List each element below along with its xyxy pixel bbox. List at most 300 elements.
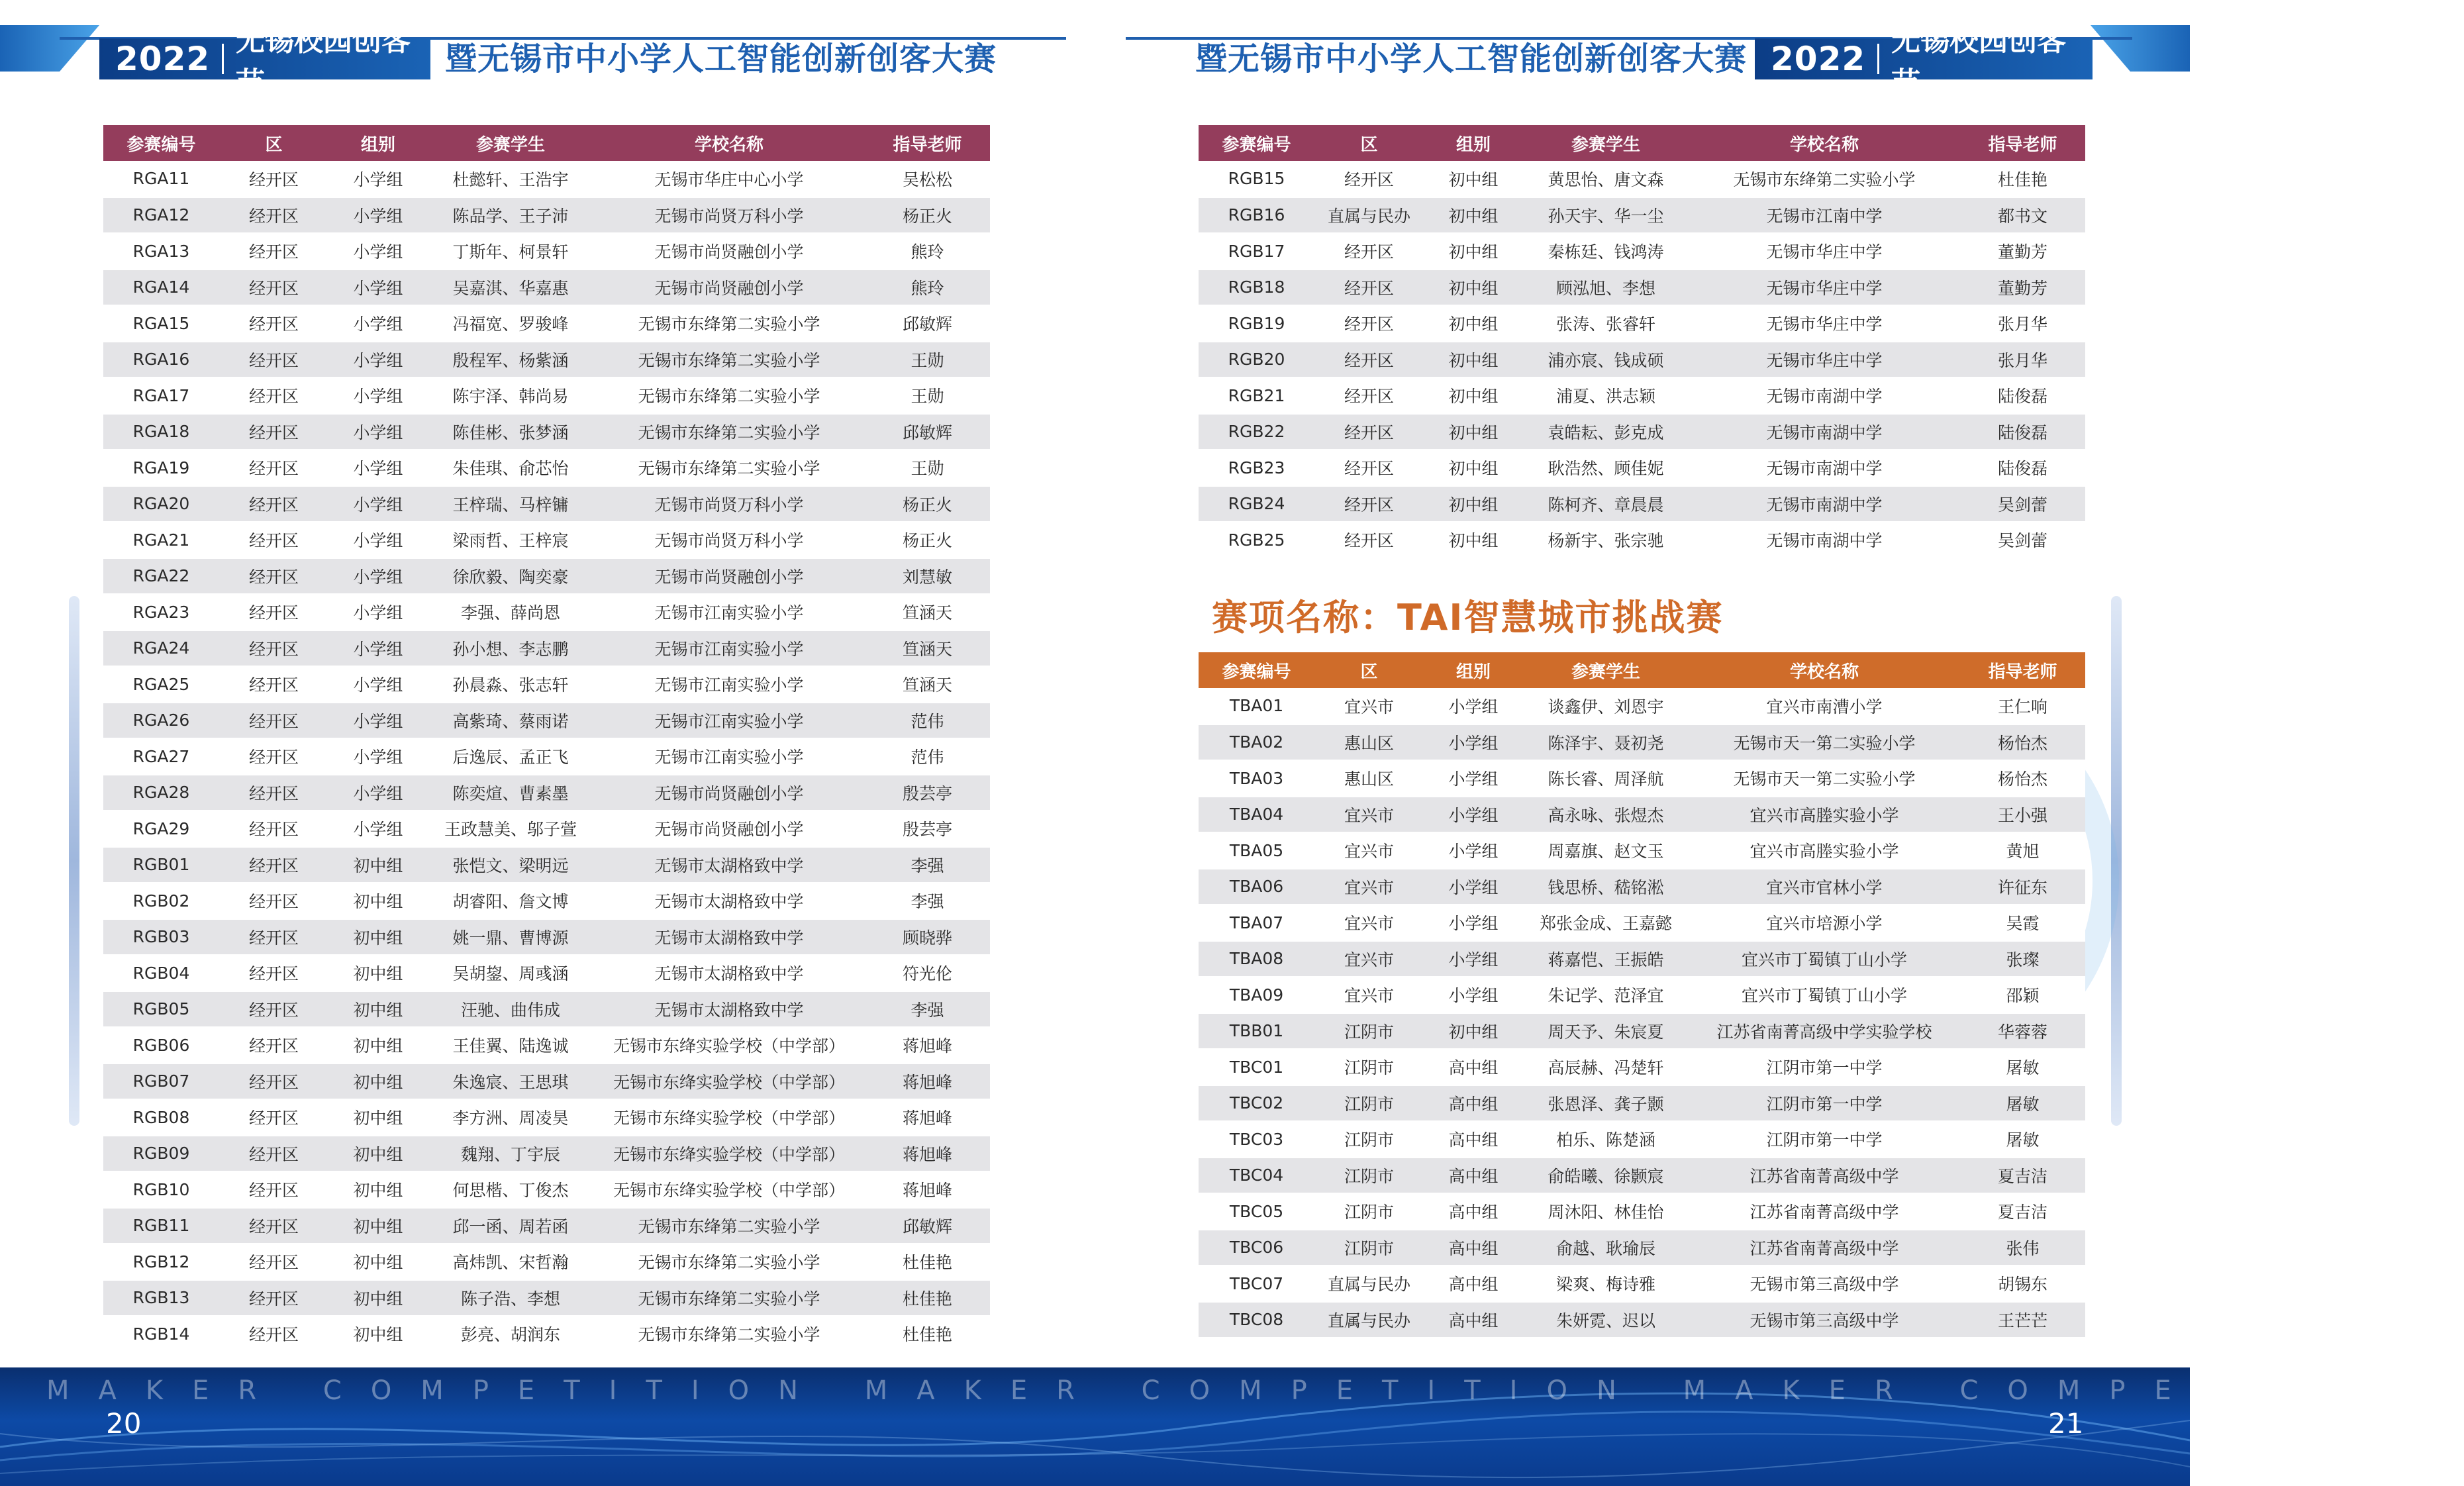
cell-id: RGA27 <box>103 738 219 775</box>
cell-id: RGB10 <box>103 1171 219 1208</box>
table-row <box>1199 161 2085 197</box>
cell-school: 无锡市尚贤融创小学 <box>593 558 865 595</box>
cell-group: 初中组 <box>328 1171 428 1208</box>
cell-id: TBA08 <box>1199 941 1314 977</box>
col-school: 学校名称 <box>1689 125 1960 161</box>
cell-district: 经开区 <box>219 342 328 378</box>
cell-district: 经开区 <box>219 1136 328 1172</box>
table-row <box>1199 1013 2085 1050</box>
cell-district: 经开区 <box>219 811 328 847</box>
cell-school: 无锡市东绛第二实验小学 <box>1689 161 1960 197</box>
cell-id: RGB07 <box>103 1064 219 1100</box>
table-header-row <box>1199 652 2085 688</box>
table-row <box>1199 1158 2085 1194</box>
cell-teacher: 吴霞 <box>1960 905 2085 941</box>
table-row <box>1199 1265 2085 1302</box>
cell-district: 经开区 <box>1314 486 1424 522</box>
cell-teacher: 屠敏 <box>1960 1049 2085 1085</box>
cell-school: 无锡市尚贤万科小学 <box>593 486 865 522</box>
cell-group: 小学组 <box>1424 832 1523 869</box>
cell-group: 初中组 <box>1424 270 1523 306</box>
cell-students: 张恺文、梁明远 <box>428 847 593 883</box>
cell-district: 惠山区 <box>1314 760 1424 797</box>
cell-students: 张恩泽、龚子颢 <box>1523 1085 1689 1122</box>
cell-students: 王政慧美、邬子萱 <box>428 811 593 847</box>
cell-group: 初中组 <box>328 1316 428 1352</box>
cell-group: 初中组 <box>1424 450 1523 486</box>
cell-teacher: 董勤芳 <box>1960 233 2085 270</box>
cell-school: 江阴市第一中学 <box>1689 1085 1960 1122</box>
cell-teacher: 李强 <box>865 883 990 919</box>
cell-students: 陈佳彬、张梦涵 <box>428 414 593 450</box>
cell-group: 小学组 <box>328 414 428 450</box>
cell-group: 高中组 <box>1424 1085 1523 1122</box>
cell-group: 小学组 <box>1424 688 1523 724</box>
cell-group: 小学组 <box>328 161 428 197</box>
festival-year: 2022 <box>1771 40 1866 78</box>
cell-teacher: 董勤芳 <box>1960 270 2085 306</box>
cell-school: 无锡市尚贤融创小学 <box>593 233 865 270</box>
cell-students: 邱一函、周若函 <box>428 1208 593 1244</box>
cell-district: 江阴市 <box>1314 1158 1424 1194</box>
cell-district: 直属与民办 <box>1314 1265 1424 1302</box>
cell-district: 经开区 <box>219 558 328 595</box>
cell-school: 无锡市南湖中学 <box>1689 486 1960 522</box>
cell-id: RGA22 <box>103 558 219 595</box>
cell-district: 经开区 <box>1314 342 1424 378</box>
cell-school: 无锡市华庄中心小学 <box>593 161 865 197</box>
cell-teacher: 胡锡东 <box>1960 1265 2085 1302</box>
cell-group: 小学组 <box>328 233 428 270</box>
cell-teacher: 蒋旭峰 <box>865 1099 990 1136</box>
cell-district: 江阴市 <box>1314 1013 1424 1050</box>
cell-group: 初中组 <box>1424 197 1523 234</box>
cell-students: 汪驰、曲伟成 <box>428 991 593 1028</box>
cell-group: 小学组 <box>1424 977 1523 1013</box>
cell-id: TBA02 <box>1199 724 1314 761</box>
table-row <box>103 775 990 811</box>
cell-school: 无锡市江南实验小学 <box>593 594 865 630</box>
table-row <box>1199 869 2085 905</box>
table-row <box>103 991 990 1028</box>
cell-teacher: 陆俊磊 <box>1960 377 2085 414</box>
participants-table-left <box>103 125 990 1353</box>
cell-district: 经开区 <box>219 450 328 486</box>
table-row <box>1199 414 2085 450</box>
festival-banner-right <box>1755 24 2093 100</box>
cell-students: 朱妍霓、迟以 <box>1523 1302 1689 1338</box>
cell-teacher: 王小强 <box>1960 797 2085 833</box>
cell-school: 无锡市南湖中学 <box>1689 450 1960 486</box>
cell-teacher: 蒋旭峰 <box>865 1064 990 1100</box>
table-row <box>103 197 990 234</box>
cell-teacher: 王芒芒 <box>1960 1302 2085 1338</box>
cell-district: 经开区 <box>219 414 328 450</box>
cell-teacher: 范伟 <box>865 703 990 739</box>
cell-group: 初中组 <box>328 1027 428 1064</box>
cell-school: 无锡市东绛第二实验小学 <box>593 1280 865 1316</box>
cell-group: 小学组 <box>328 775 428 811</box>
cell-group: 初中组 <box>1424 161 1523 197</box>
cell-teacher: 顾晓骅 <box>865 919 990 956</box>
cell-id: RGA26 <box>103 703 219 739</box>
cell-teacher: 笪涵天 <box>865 630 990 667</box>
cell-students: 杨新宇、张宗驰 <box>1523 522 1689 558</box>
table-row <box>1199 977 2085 1013</box>
cell-group: 初中组 <box>328 1136 428 1172</box>
table-row <box>1199 1049 2085 1085</box>
col-id: 参赛编号 <box>1199 125 1314 161</box>
cell-school: 江苏省南菁高级中学 <box>1689 1230 1960 1266</box>
table-row <box>103 558 990 595</box>
cell-district: 经开区 <box>219 1280 328 1316</box>
cell-group: 小学组 <box>328 703 428 739</box>
table-row <box>103 738 990 775</box>
cell-students: 朱逸宸、王思琪 <box>428 1064 593 1100</box>
cell-teacher: 邵颖 <box>1960 977 2085 1013</box>
table-row <box>1199 305 2085 342</box>
cell-students: 何思楷、丁俊杰 <box>428 1171 593 1208</box>
cell-teacher: 张璨 <box>1960 941 2085 977</box>
cell-id: TBB01 <box>1199 1013 1314 1050</box>
cell-school: 无锡市华庄中学 <box>1689 270 1960 306</box>
cell-group: 小学组 <box>328 630 428 667</box>
cell-school: 无锡市太湖格致中学 <box>593 991 865 1028</box>
table-row <box>1199 760 2085 797</box>
cell-school: 无锡市尚贤万科小学 <box>593 197 865 234</box>
page-number-right: 21 <box>2048 1407 2084 1440</box>
cell-students: 周沐阳、林佳怡 <box>1523 1193 1689 1230</box>
table-row <box>1199 832 2085 869</box>
cell-district: 宜兴市 <box>1314 797 1424 833</box>
cell-group: 初中组 <box>328 1208 428 1244</box>
cell-school: 无锡市华庄中学 <box>1689 233 1960 270</box>
cell-id: TBC02 <box>1199 1085 1314 1122</box>
cell-students: 杜懿轩、王浩宇 <box>428 161 593 197</box>
cell-id: RGA18 <box>103 414 219 450</box>
table-header-row <box>103 125 990 161</box>
cell-district: 经开区 <box>219 270 328 306</box>
cell-teacher: 屠敏 <box>1960 1085 2085 1122</box>
cell-teacher: 杨正火 <box>865 197 990 234</box>
cell-id: RGB16 <box>1199 197 1314 234</box>
table-row <box>103 342 990 378</box>
cell-school: 无锡市东绛第二实验小学 <box>593 377 865 414</box>
cell-id: RGB06 <box>103 1027 219 1064</box>
cell-district: 经开区 <box>219 847 328 883</box>
cell-students: 顾泓旭、李想 <box>1523 270 1689 306</box>
cell-students: 彭亮、胡润东 <box>428 1316 593 1352</box>
cell-district: 经开区 <box>219 522 328 558</box>
cell-district: 经开区 <box>219 775 328 811</box>
cell-group: 小学组 <box>328 666 428 703</box>
cell-group: 初中组 <box>1424 377 1523 414</box>
cell-school: 无锡市华庄中学 <box>1689 305 1960 342</box>
cell-id: TBA03 <box>1199 760 1314 797</box>
cell-students: 谈鑫伊、刘恩宇 <box>1523 688 1689 724</box>
cell-teacher: 杜佳艳 <box>865 1244 990 1280</box>
col-students: 参赛学生 <box>1523 125 1689 161</box>
cell-group: 初中组 <box>328 955 428 991</box>
table-row <box>1199 1121 2085 1158</box>
cell-students: 高永咏、张煜杰 <box>1523 797 1689 833</box>
cell-teacher: 王勋 <box>865 342 990 378</box>
cell-group: 初中组 <box>1424 522 1523 558</box>
participants-table-right-bottom <box>1199 652 2085 1338</box>
cell-school: 无锡市太湖格致中学 <box>593 883 865 919</box>
cell-students: 冯福宽、罗骏峰 <box>428 305 593 342</box>
table-row <box>103 919 990 956</box>
cell-district: 宜兴市 <box>1314 688 1424 724</box>
table-row <box>103 1208 990 1244</box>
cell-teacher: 都书文 <box>1960 197 2085 234</box>
table-row <box>103 1027 990 1064</box>
cell-school: 宜兴市丁蜀镇丁山小学 <box>1689 977 1960 1013</box>
cell-teacher: 邱敏辉 <box>865 414 990 450</box>
cell-teacher: 蒋旭峰 <box>865 1171 990 1208</box>
cell-teacher: 陆俊磊 <box>1960 450 2085 486</box>
table-row <box>1199 1302 2085 1338</box>
cell-school: 无锡市太湖格致中学 <box>593 919 865 956</box>
cell-students: 陈子浩、李想 <box>428 1280 593 1316</box>
col-district: 区 <box>219 125 328 161</box>
cell-students: 钱思桥、嵇铭淞 <box>1523 869 1689 905</box>
cell-teacher: 黄旭 <box>1960 832 2085 869</box>
cell-id: RGA12 <box>103 197 219 234</box>
cell-district: 经开区 <box>219 1244 328 1280</box>
cell-district: 经开区 <box>219 738 328 775</box>
cell-id: TBC06 <box>1199 1230 1314 1266</box>
cell-school: 无锡市第三高级中学 <box>1689 1302 1960 1338</box>
cell-group: 小学组 <box>328 522 428 558</box>
col-id: 参赛编号 <box>1199 652 1314 688</box>
cell-id: RGB03 <box>103 919 219 956</box>
cell-district: 经开区 <box>219 703 328 739</box>
cell-district: 经开区 <box>219 919 328 956</box>
cell-teacher: 李强 <box>865 991 990 1028</box>
cell-school: 无锡市江南实验小学 <box>593 630 865 667</box>
cell-district: 直属与民办 <box>1314 197 1424 234</box>
table-row <box>103 630 990 667</box>
cell-group: 初中组 <box>1424 233 1523 270</box>
cell-group: 高中组 <box>1424 1049 1523 1085</box>
cell-teacher: 邱敏辉 <box>865 305 990 342</box>
cell-group: 小学组 <box>1424 760 1523 797</box>
cell-district: 江阴市 <box>1314 1049 1424 1085</box>
cell-id: RGB13 <box>103 1280 219 1316</box>
cell-district: 经开区 <box>1314 377 1424 414</box>
cell-school: 宜兴市南漕小学 <box>1689 688 1960 724</box>
cell-teacher: 吴剑蕾 <box>1960 486 2085 522</box>
cell-group: 初中组 <box>328 919 428 956</box>
cell-students: 姚一鼎、曹博源 <box>428 919 593 956</box>
cell-school: 无锡市江南实验小学 <box>593 738 865 775</box>
contest-subtitle-right: 暨无锡市中小学人工智能创新创客大赛 <box>1195 40 1748 77</box>
table-row <box>103 233 990 270</box>
cell-teacher: 杨正火 <box>865 486 990 522</box>
cell-school: 江苏省南菁高级中学 <box>1689 1193 1960 1230</box>
cell-school: 无锡市东绛实验学校（中学部） <box>593 1027 865 1064</box>
cell-students: 陈柯齐、章晨晨 <box>1523 486 1689 522</box>
cell-id: TBA01 <box>1199 688 1314 724</box>
table-row <box>1199 450 2085 486</box>
cell-group: 初中组 <box>328 1244 428 1280</box>
cell-id: RGB08 <box>103 1099 219 1136</box>
cell-district: 经开区 <box>219 955 328 991</box>
cell-district: 经开区 <box>219 377 328 414</box>
col-school: 学校名称 <box>1689 652 1960 688</box>
table-row <box>103 1280 990 1316</box>
cell-school: 无锡市东绛第二实验小学 <box>593 1316 865 1352</box>
cell-students: 李方洲、周凌昊 <box>428 1099 593 1136</box>
cell-students: 周天予、朱宸夏 <box>1523 1013 1689 1050</box>
cell-teacher: 刘慧敏 <box>865 558 990 595</box>
cell-district: 经开区 <box>1314 233 1424 270</box>
cell-teacher: 殷芸亭 <box>865 811 990 847</box>
cell-students: 孙晨淼、张志轩 <box>428 666 593 703</box>
cell-id: TBA06 <box>1199 869 1314 905</box>
cell-district: 宜兴市 <box>1314 977 1424 1013</box>
cell-school: 无锡市东绛实验学校（中学部） <box>593 1099 865 1136</box>
cell-school: 无锡市江南中学 <box>1689 197 1960 234</box>
cell-students: 浦夏、洪志颖 <box>1523 377 1689 414</box>
cell-district: 江阴市 <box>1314 1121 1424 1158</box>
cell-teacher: 张伟 <box>1960 1230 2085 1266</box>
cell-district: 经开区 <box>1314 270 1424 306</box>
cell-school: 无锡市东绛第二实验小学 <box>593 305 865 342</box>
cell-id: RGA14 <box>103 270 219 306</box>
table-row <box>103 450 990 486</box>
cell-district: 经开区 <box>219 197 328 234</box>
col-group: 组别 <box>328 125 428 161</box>
cell-id: RGB19 <box>1199 305 1314 342</box>
cell-district: 直属与民办 <box>1314 1302 1424 1338</box>
table-row <box>1199 688 2085 724</box>
cell-group: 小学组 <box>1424 724 1523 761</box>
cell-district: 经开区 <box>219 630 328 667</box>
cell-teacher: 笪涵天 <box>865 594 990 630</box>
cell-district: 经开区 <box>219 666 328 703</box>
cell-group: 小学组 <box>1424 797 1523 833</box>
cell-group: 小学组 <box>328 594 428 630</box>
cell-district: 宜兴市 <box>1314 941 1424 977</box>
cell-id: RGB20 <box>1199 342 1314 378</box>
table-row <box>103 955 990 991</box>
cell-district: 经开区 <box>219 486 328 522</box>
col-district: 区 <box>1314 652 1424 688</box>
left-side-bar <box>69 596 79 1126</box>
cell-district: 经开区 <box>219 883 328 919</box>
header-corner-left <box>0 25 99 72</box>
cell-group: 小学组 <box>1424 905 1523 941</box>
cell-group: 高中组 <box>1424 1121 1523 1158</box>
table-row <box>103 1099 990 1136</box>
cell-teacher: 熊玲 <box>865 233 990 270</box>
cell-students: 柏乐、陈楚涵 <box>1523 1121 1689 1158</box>
cell-students: 黄思怡、唐文森 <box>1523 161 1689 197</box>
cell-group: 高中组 <box>1424 1265 1523 1302</box>
cell-students: 陈泽宇、聂初尧 <box>1523 724 1689 761</box>
cell-school: 无锡市华庄中学 <box>1689 342 1960 378</box>
cell-students: 殷程军、杨紫涵 <box>428 342 593 378</box>
cell-students: 魏翔、丁宇辰 <box>428 1136 593 1172</box>
cell-teacher: 夏吉洁 <box>1960 1193 2085 1230</box>
table-row <box>103 1316 990 1352</box>
cell-school: 无锡市东绛实验学校（中学部） <box>593 1064 865 1100</box>
table-row <box>1199 377 2085 414</box>
cell-id: TBA09 <box>1199 977 1314 1013</box>
cell-students: 陈品学、王子沛 <box>428 197 593 234</box>
table-header-row <box>1199 125 2085 161</box>
cell-id: RGA24 <box>103 630 219 667</box>
cell-students: 俞越、耿瑜辰 <box>1523 1230 1689 1266</box>
cell-school: 无锡市尚贤融创小学 <box>593 270 865 306</box>
cell-id: RGB22 <box>1199 414 1314 450</box>
cell-id: TBC03 <box>1199 1121 1314 1158</box>
cell-id: RGB01 <box>103 847 219 883</box>
cell-students: 胡睿阳、詹文博 <box>428 883 593 919</box>
cell-school: 宜兴市高塍实验小学 <box>1689 797 1960 833</box>
cell-id: RGB14 <box>103 1316 219 1352</box>
cell-school: 宜兴市丁蜀镇丁山小学 <box>1689 941 1960 977</box>
cell-district: 经开区 <box>1314 305 1424 342</box>
cell-id: RGB25 <box>1199 522 1314 558</box>
participants-table-right-top <box>1199 125 2085 559</box>
cell-id: RGA13 <box>103 233 219 270</box>
cell-school: 无锡市太湖格致中学 <box>593 955 865 991</box>
cell-district: 经开区 <box>219 1027 328 1064</box>
col-teacher: 指导老师 <box>1960 125 2085 161</box>
cell-district: 江阴市 <box>1314 1230 1424 1266</box>
page-number-left: 20 <box>106 1407 142 1440</box>
cell-students: 吴嘉淇、华嘉惠 <box>428 270 593 306</box>
cell-students: 丁斯年、柯景轩 <box>428 233 593 270</box>
cell-students: 高辰赫、冯楚轩 <box>1523 1049 1689 1085</box>
cell-id: RGB23 <box>1199 450 1314 486</box>
contest-subtitle-left: 暨无锡市中小学人工智能创新创客大赛 <box>445 40 997 77</box>
cell-school: 无锡市东绛实验学校（中学部） <box>593 1171 865 1208</box>
col-district: 区 <box>1314 125 1424 161</box>
cell-district: 经开区 <box>219 1316 328 1352</box>
cell-id: RGB05 <box>103 991 219 1028</box>
table-row <box>1199 486 2085 522</box>
cell-id: RGA17 <box>103 377 219 414</box>
cell-group: 高中组 <box>1424 1158 1523 1194</box>
cell-teacher: 杨怡杰 <box>1960 760 2085 797</box>
cell-id: RGB09 <box>103 1136 219 1172</box>
festival-name: 无锡校园创客节 <box>236 24 411 100</box>
table-row <box>103 1136 990 1172</box>
cell-students: 郑张金成、王嘉懿 <box>1523 905 1689 941</box>
cell-school: 宜兴市培源小学 <box>1689 905 1960 941</box>
cell-id: RGB12 <box>103 1244 219 1280</box>
cell-students: 俞皓曦、徐颢宸 <box>1523 1158 1689 1194</box>
table-row <box>103 703 990 739</box>
cell-group: 小学组 <box>328 197 428 234</box>
cell-id: RGB18 <box>1199 270 1314 306</box>
cell-school: 无锡市东绛第二实验小学 <box>593 450 865 486</box>
cell-school: 无锡市江南实验小学 <box>593 666 865 703</box>
cell-district: 宜兴市 <box>1314 905 1424 941</box>
section-title: 赛项名称：TAI智慧城市挑战赛 <box>1212 597 1724 638</box>
cell-group: 小学组 <box>328 270 428 306</box>
cell-group: 初中组 <box>328 847 428 883</box>
cell-school: 无锡市天一第二实验小学 <box>1689 724 1960 761</box>
cell-district: 经开区 <box>1314 450 1424 486</box>
cell-district: 经开区 <box>219 305 328 342</box>
cell-district: 经开区 <box>219 1099 328 1136</box>
cell-school: 无锡市江南实验小学 <box>593 703 865 739</box>
